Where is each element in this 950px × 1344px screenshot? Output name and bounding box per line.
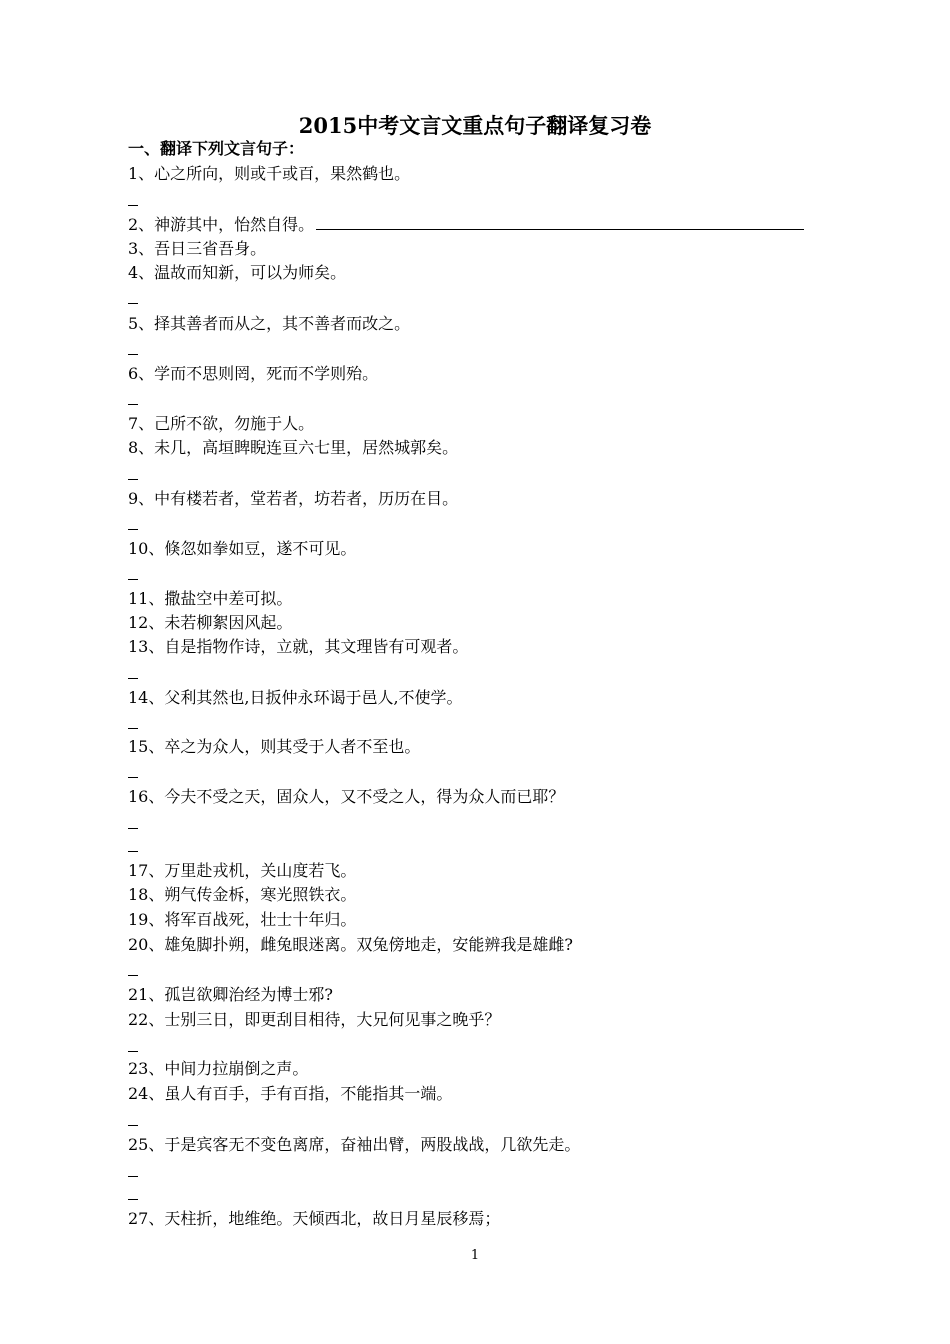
answer-blank[interactable] <box>128 777 138 778</box>
answer-blank[interactable] <box>128 579 138 580</box>
sentence-16: 16、今夫不受之天，固众人，又不受之人，得为众人而已耶？ <box>128 787 565 806</box>
sentence-9: 9、中有楼若者，堂若者，坊若者，历历在目。 <box>128 489 459 508</box>
sentence-2 <box>128 214 804 236</box>
sentence-8: 8、未几，高垣睥睨连亘六七里，居然城郭矣。 <box>128 438 459 457</box>
answer-blank[interactable] <box>128 1199 138 1200</box>
answer-blank[interactable] <box>128 828 138 829</box>
sentence-19: 19、将军百战死，壮士十年归。 <box>128 910 357 929</box>
sentence-1: 1、心之所向，则或千或百，果然鹤也。 <box>128 164 411 183</box>
sentence-12: 12、未若柳絮因风起。 <box>128 613 293 632</box>
sentence-4: 4、温故而知新，可以为师矣。 <box>128 263 347 282</box>
answer-blank[interactable] <box>128 1051 138 1052</box>
sentence-15: 15、卒之为众人，则其受于人者不至也。 <box>128 737 421 756</box>
sentence-22: 22、士别三日，即更刮目相待，大兄何见事之晚乎？ <box>128 1010 501 1029</box>
document-title: 2015中考文言文重点句子翻译复习卷 <box>298 113 652 138</box>
answer-blank[interactable] <box>128 678 138 679</box>
sentence-25: 25、于是宾客无不变色离席，奋袖出臂，两股战战，几欲先走。 <box>128 1135 581 1154</box>
sentence-13: 13、自是指物作诗，立就，其文理皆有可观者。 <box>128 637 469 656</box>
sentence-21: 21、孤岂欲卿治经为博士邪? <box>128 985 333 1004</box>
answer-blank[interactable] <box>128 479 138 480</box>
answer-blank-long[interactable] <box>316 215 804 230</box>
sentence-20: 20、雄兔脚扑朔，雌兔眼迷离。双兔傍地走，安能辨我是雄雌? <box>128 935 573 954</box>
sentence-6: 6、学而不思则罔，死而不学则殆。 <box>128 364 379 383</box>
sentence-7: 7、己所不欲，勿施于人。 <box>128 414 315 433</box>
answer-blank[interactable] <box>128 529 138 530</box>
answer-blank[interactable] <box>128 975 138 976</box>
answer-blank[interactable] <box>128 1125 138 1126</box>
sentence-18: 18、朔气传金柝，寒光照铁衣。 <box>128 885 357 904</box>
answer-blank[interactable] <box>128 1176 138 1177</box>
sentence-17: 17、万里赴戎机，关山度若飞。 <box>128 861 357 880</box>
answer-blank[interactable] <box>128 404 138 405</box>
answer-blank[interactable] <box>128 205 138 206</box>
sentence-2-text: 2、神游其中，怡然自得。 <box>128 215 315 234</box>
sentence-11: 11、撒盐空中差可拟。 <box>128 589 293 608</box>
section-heading: 一、翻译下列文言句子： <box>128 139 305 158</box>
page-number: 1 <box>470 1248 480 1263</box>
sentence-5: 5、择其善者而从之，其不善者而改之。 <box>128 314 411 333</box>
answer-blank[interactable] <box>128 851 138 852</box>
sentence-10: 10、倏忽如拳如豆，遂不可见。 <box>128 539 357 558</box>
answer-blank[interactable] <box>128 354 138 355</box>
sentence-14: 14、父利其然也,日扳仲永环谒于邑人,不使学。 <box>128 688 463 707</box>
answer-blank[interactable] <box>128 728 138 729</box>
sentence-24: 24、虽人有百手，手有百指，不能指其一端。 <box>128 1084 453 1103</box>
sentence-27: 27、天柱折，地维绝。天倾西北，故日月星辰移焉； <box>128 1209 501 1228</box>
sentence-3: 3、吾日三省吾身。 <box>128 239 267 258</box>
sentence-23: 23、中间力拉崩倒之声。 <box>128 1059 309 1078</box>
answer-blank[interactable] <box>128 303 138 304</box>
